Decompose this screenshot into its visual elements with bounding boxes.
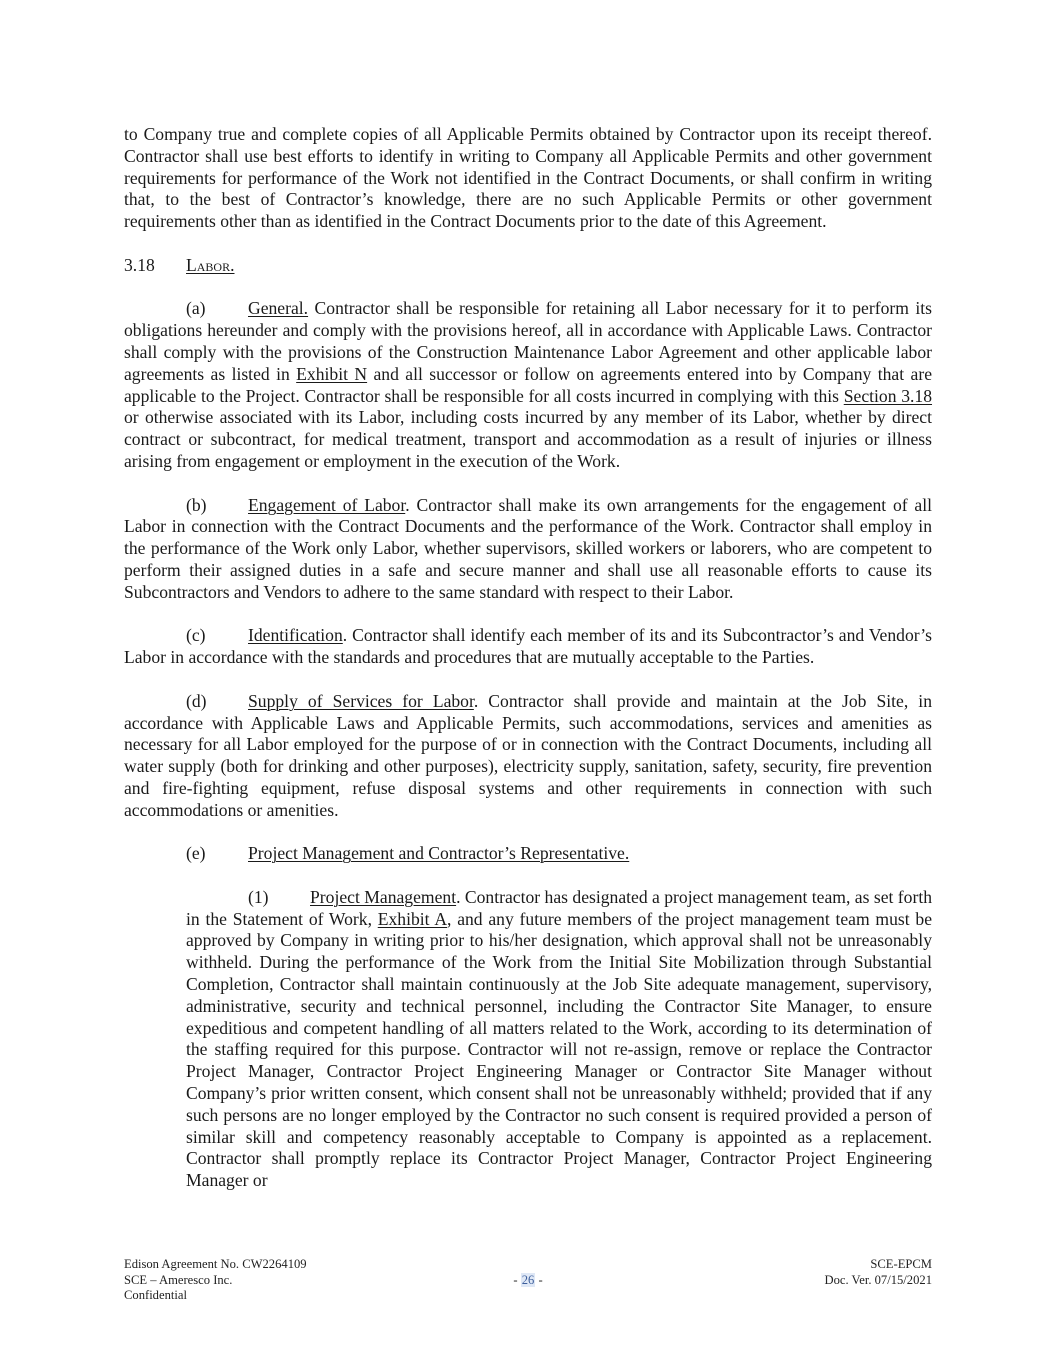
section-3-18-reference[interactable]: Section 3.18 bbox=[843, 385, 933, 406]
clause-label: (b) bbox=[186, 494, 207, 515]
clause-label: (e) bbox=[186, 843, 206, 864]
spacer bbox=[124, 822, 932, 844]
page-number-suffix: - bbox=[535, 1272, 543, 1287]
confidential-label: Confidential bbox=[124, 1288, 187, 1302]
page-number-container bbox=[124, 1273, 932, 1289]
clause-text: Contractor shall be responsible for retaining all Labor necessary for it to perform its obligations hereunder and comply with the provisions hereof, all in accordance with Applicable Laws. Contractor shall comply with the provisions of the Construction Maintenance Labor Agreement and other applicable labor agreements as listed in bbox=[124, 298, 932, 384]
clause-heading: Project Management and Contractor’s Representative. bbox=[248, 843, 630, 864]
clause-b bbox=[124, 495, 932, 604]
subclause-1 bbox=[186, 887, 932, 1192]
subclause-label: (1) bbox=[248, 886, 269, 907]
clause-heading: Engagement of Labor bbox=[248, 494, 406, 515]
intro-paragraph: to Company true and complete copies of all Applicable Permits obtained by Contractor upon its receipt thereof. Contractor shall use best efforts to identify in writing to Company all Applicable Permits and other government requirements for performance of the Work not identified in the Contract Documents, or shall confirm in writing that, to the best of Contractor’s knowledge, there are no such Applicable Permits or other government requirements other than as identified in the Contract Documents prior to the date of this Agreement. bbox=[124, 124, 932, 232]
clause-text: . Contractor shall make its own arrangements for the engagement of all Labor in connection with the Contract Documents and the performance of the Work. Contractor shall employ in the performance of the Work only Labor, whether supervisors, skilled workers or laborers, who are competent to perform their assigned duties in a safe and secure manner and shall use all reasonable efforts to cause its Subcontractors and Vendors to adhere to the same standard with respect to their Labor. bbox=[124, 494, 932, 602]
clause-heading: Supply of Services for Labor bbox=[248, 690, 474, 711]
clause-heading: General. bbox=[248, 298, 309, 319]
agreement-number: Edison Agreement No. CW2264109 bbox=[124, 1257, 307, 1271]
subclause-text: . Contractor has designated a project management team, as set forth in the Statement of Work, bbox=[186, 886, 933, 929]
clause-d bbox=[124, 691, 932, 822]
spacer bbox=[124, 473, 932, 495]
clause-text: and all successor or follow on agreements entered into by Company that are applicable to the Project. Contractor shall be responsible for all costs incurred in complying with this bbox=[124, 363, 933, 406]
clause-heading: Identification bbox=[248, 625, 343, 646]
spacer bbox=[124, 865, 932, 887]
spacer bbox=[124, 669, 932, 691]
page-number-prefix: - bbox=[513, 1272, 521, 1287]
clause-label: (c) bbox=[186, 625, 206, 646]
parties: SCE – Ameresco Inc. bbox=[124, 1272, 233, 1287]
clause-text: . Contractor shall provide and maintain at the Job Site, in accordance with Applicable Laws and Applicable Permits, such accommodations, services and amenities as necessary for all Labor employed for the purpose of or in connection with the Contract Documents, including all water supply (both for drinking and other purposes), electricity supply, sanitation, safety, security, fire prevention and fire-fighting equipment, refuse disposal systems and other requirements in connection with such accommodations or amenities. bbox=[124, 690, 932, 820]
section-title: Labor. bbox=[186, 254, 235, 275]
clause-e bbox=[124, 843, 932, 865]
exhibit-a-reference[interactable]: Exhibit A bbox=[377, 908, 448, 929]
document-version: Doc. Ver. 07/15/2021 bbox=[824, 1272, 932, 1287]
subclause-block bbox=[186, 887, 932, 1192]
footer-right bbox=[824, 1257, 932, 1288]
spacer bbox=[124, 604, 932, 626]
clause-label: (a) bbox=[186, 298, 206, 319]
subclause-heading: Project Management bbox=[310, 886, 457, 907]
spacer bbox=[124, 233, 932, 255]
clause-a bbox=[124, 298, 932, 472]
clause-text: . Contractor shall identify each member of its and its Subcontractor’s and Vendor’s Labor in accordance with the standards and procedures that are mutually acceptable to the Parties. bbox=[124, 625, 932, 668]
clause-c bbox=[124, 625, 932, 669]
section-number: 3.18 bbox=[124, 254, 155, 275]
document-code: SCE-EPCM bbox=[870, 1257, 932, 1271]
spacer bbox=[124, 277, 932, 299]
document-page bbox=[124, 124, 932, 1192]
clause-text: or otherwise associated with its Labor, including costs incurred by any member of its Labor, whether by direct contract or subcontract, for medical treatment, transport and accommodation as a result of injuries or illness arising from engagement or employment in the execution of the Work. bbox=[124, 407, 932, 471]
clause-label: (d) bbox=[186, 690, 207, 711]
section-heading bbox=[124, 255, 932, 277]
subclause-text: , and any future members of the project management team must be approved by Company in writing prior to his/her designation, which approval shall not be unreasonably withheld. During the performance of the Work from the Initial Site Mobilization through Substantial Completion, Contractor shall maintain continuously at the Job Site adequate management, supervisory, administrative, security and technical personnel, including the Contractor Site Manager, to ensure expeditious and competent handling of all matters related to the Work, according to its determination of the staffing required for this purpose. Contractor will not re-assign, remove or replace the Contractor Project Manager, Contractor Project Engineering Manager or Contractor Site Manager without Company’s prior written consent, which consent shall not be unreasonably withheld; provided that if any such persons are no longer employed by the Contractor no such consent is required provided a person of similar skill and competency reasonably acceptable to Company is appointed as a replacement. Contractor shall promptly replace its Contractor Project Manager, Contractor Project Engineering Manager or bbox=[186, 908, 933, 1191]
page-number: 26 bbox=[521, 1272, 535, 1287]
exhibit-n-reference[interactable]: Exhibit N bbox=[296, 363, 368, 384]
